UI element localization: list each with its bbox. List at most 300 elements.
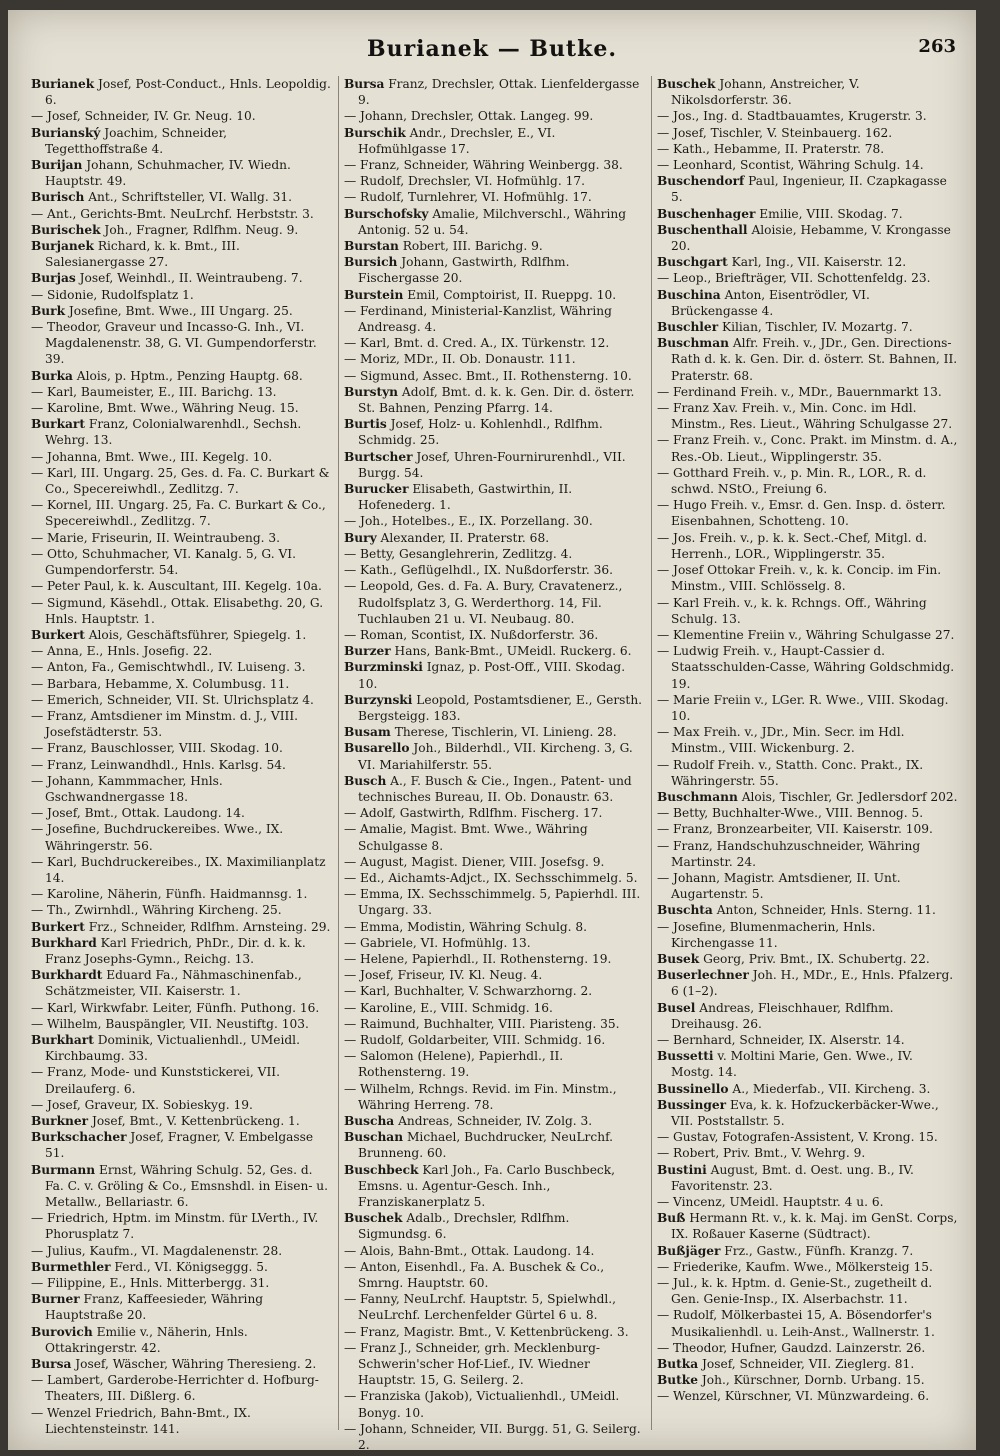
entry-details: Ernst, Währing Schulg. 52, Ges. d. Fa. C. v. Gröling & Co., Emsnshdl. in Eisen- u. Metallw., Bellariastr. 6. bbox=[45, 1162, 329, 1210]
directory-entry bbox=[31, 400, 333, 416]
entry-surname: Buschta bbox=[657, 903, 713, 918]
entry-details: — Franz, Bauschlosser, VIII. Skodag. 10. bbox=[31, 741, 283, 756]
directory-entry bbox=[344, 1324, 646, 1340]
entry-surname: Burstyn bbox=[344, 384, 399, 399]
entry-details: — Johann, Kammmacher, Hnls. Gschwandnergasse 18. bbox=[31, 773, 223, 804]
entry-details: — Karoline, Näherin, Fünfh. Haidmannsg. 1. bbox=[31, 887, 308, 902]
directory-entry bbox=[344, 530, 646, 546]
entry-details: Ignaz, p. Post-Off., VIII. Skodag. 10. bbox=[358, 660, 626, 691]
entry-details: — Wenzel, Kürschner, VI. Münzwardeing. 6. bbox=[657, 1389, 930, 1404]
directory-entry bbox=[657, 789, 959, 805]
directory-entry bbox=[31, 319, 333, 368]
entry-details: — Emma, Modistin, Währing Schulg. 8. bbox=[344, 919, 588, 934]
entry-details: — Moriz, MDr., II. Ob. Donaustr. 111. bbox=[344, 352, 576, 367]
directory-entry bbox=[657, 902, 959, 918]
entry-details: — Kath., Hebamme, II. Praterstr. 78. bbox=[657, 141, 885, 156]
entry-details: — Wilhelm, Bauspängler, VII. Neustiftg. 103. bbox=[31, 1016, 309, 1031]
directory-entry bbox=[657, 1129, 959, 1145]
entry-surname: Burschik bbox=[344, 125, 406, 140]
entry-details: Franz, Kaffeesieder, Währing Hauptstraße 20. bbox=[45, 1292, 264, 1323]
directory-entry bbox=[31, 935, 333, 967]
directory-entry bbox=[657, 465, 959, 497]
directory-entry bbox=[344, 805, 646, 821]
directory-entry bbox=[344, 1421, 646, 1453]
entry-details: — Gabriele, VI. Hofmühlg. 13. bbox=[344, 935, 531, 950]
entry-details: Frz., Gastw., Fünfh. Kranzg. 7. bbox=[720, 1243, 914, 1258]
entry-details: Josef, Post-Conduct., Hnls. Leopoldig. 6. bbox=[45, 77, 331, 108]
entry-details: — Theodor, Graveur und Incasso-G. Inh., VI. Magdalenenstr. 38, G. VI. Gumpendorferstr. 39. bbox=[31, 320, 317, 367]
directory-entry bbox=[31, 708, 333, 740]
entry-details: Richard, k. k. Bmt., III. Salesianergasse 27. bbox=[45, 239, 240, 270]
entry-details: Anton, Eisentrödler, VI. Brückengasse 4. bbox=[671, 287, 870, 318]
entry-surname: Burkart bbox=[31, 417, 85, 432]
entry-details: Joachim, Schneider, Tegetthoffstraße 4. bbox=[45, 125, 227, 156]
directory-entry bbox=[344, 1259, 646, 1291]
entry-surname: Burovich bbox=[31, 1324, 93, 1339]
entry-details: Aloisie, Hebamme, V. Krongasse 20. bbox=[671, 222, 951, 254]
directory-entry bbox=[31, 1000, 333, 1016]
entry-details: — Raimund, Buchhalter, VIII. Piaristeng. 35. bbox=[344, 1016, 620, 1031]
directory-entry bbox=[657, 595, 959, 627]
entry-surname: Buschgart bbox=[657, 255, 728, 270]
directory-entry bbox=[657, 384, 959, 400]
entry-details: — Alois, Bahn-Bmt., Ottak. Laudong. 14. bbox=[344, 1243, 595, 1258]
directory-entry bbox=[344, 1388, 646, 1420]
entry-surname: Busek bbox=[657, 951, 700, 966]
directory-entry bbox=[657, 1356, 959, 1372]
entry-details: — Franz, Magistr. Bmt., V. Kettenbrückeng. 3. bbox=[344, 1324, 629, 1339]
directory-entry bbox=[657, 1048, 959, 1080]
directory-entry bbox=[657, 1081, 959, 1097]
directory-entry bbox=[657, 1097, 959, 1129]
directory-entry bbox=[344, 1129, 646, 1161]
entry-details: — Betty, Buchhalter-Wwe., VIII. Bennog. 5. bbox=[657, 806, 924, 821]
directory-page bbox=[8, 10, 976, 1453]
entry-details: — Leonhard, Scontist, Währing Schulg. 14. bbox=[657, 158, 924, 173]
entry-details: Joh., Kürschner, Dornb. Urbang. 15. bbox=[698, 1373, 925, 1388]
entry-details: — Rudolf, Mölkerbastei 15, A. Bösendorfer's Musikalienhdl. u. Leih-Anst., Wallnerstr. 1. bbox=[657, 1308, 935, 1339]
entry-details: — Jos. Freih. v., p. k. k. Sect.-Chef, Mitgl. d. Herrenh., LOR., Wipplingerstr. 35. bbox=[657, 530, 928, 561]
entry-details: — August, Magist. Diener, VIII. Josefsg. 9. bbox=[344, 854, 605, 869]
entry-details: Josefine, Bmt. Wwe., III Ungarg. 25. bbox=[65, 303, 293, 318]
directory-entry bbox=[344, 659, 646, 691]
directory-entry bbox=[657, 838, 959, 870]
entry-surname: Burjas bbox=[31, 271, 76, 286]
directory-entry bbox=[344, 1210, 646, 1242]
directory-entry bbox=[344, 1048, 646, 1080]
entry-details: Dominik, Victualienhdl., UMeidl. Kirchbaumg. 33. bbox=[45, 1032, 300, 1064]
directory-entry bbox=[31, 595, 333, 627]
entry-surname: Burk bbox=[31, 303, 66, 318]
entry-details: — Marie Freiin v., LGer. R. Wwe., VIII. Skodag. 10. bbox=[657, 692, 949, 723]
entry-surname: Bursa bbox=[31, 1357, 72, 1372]
entry-details: Alois, Tischler, Gr. Jedlersdorf 202. bbox=[737, 789, 958, 804]
entry-details: — Ant., Gerichts-Bmt. NeuLrchf. Herbststr. 3. bbox=[31, 206, 314, 221]
entry-details: — Sigmund, Käsehdl., Ottak. Elisabethg. 20, G. Hnls. Hauptstr. 1. bbox=[31, 595, 324, 626]
entry-details: — Gustav, Fotografen-Assistent, V. Krong. 15. bbox=[657, 1130, 938, 1145]
entry-details: — Franz, Amtsdiener im Minstm. d. J., VIII. Josefstädterstr. 53. bbox=[31, 708, 299, 740]
entry-details: — Josef, Bmt., Ottak. Laudong. 14. bbox=[31, 806, 245, 821]
directory-entry bbox=[31, 530, 333, 546]
entry-surname: Bury bbox=[344, 530, 377, 545]
entry-surname: Burzer bbox=[344, 644, 391, 659]
entry-details: Eduard Fa., Nähmaschinenfab., Schätzmeister, VII. Kaiserstr. 1. bbox=[45, 968, 302, 999]
entry-details: — Karoline, E., VIII. Schmidg. 16. bbox=[344, 1000, 553, 1015]
entry-details: — Theodor, Hufner, Gaudzd. Lainzerstr. 26. bbox=[657, 1340, 926, 1355]
directory-entry bbox=[657, 1388, 959, 1404]
entry-details: — Franz Freih. v., Conc. Prakt. im Minstm. d. A., Res.-Ob. Lieut., Wipplingerstr. 35. bbox=[657, 433, 958, 464]
entry-details: — Fanny, NeuLrchf. Hauptstr. 5, Spielwhdl., NeuLrchf. Lerchenfelder Gürtel 6 u. 8. bbox=[344, 1292, 617, 1323]
directory-entry bbox=[344, 189, 646, 205]
directory-entry bbox=[31, 546, 333, 578]
entry-details: — Leopold, Ges. d. Fa. A. Bury, Cravatenerz., Rudolfsplatz 3, G. Werderthorg. 14, Fil. Tuchlauben 21 u. VI. Neubaug. 80. bbox=[344, 579, 623, 626]
entry-details: — Ludwig Freih. v., Haupt-Cassier d. Staatsschulden-Casse, Währing Goldschmidg. 19. bbox=[657, 644, 955, 691]
entry-details: — Max Freih. v., JDr., Min. Secr. im Hdl. Minstm., VIII. Wickenburg. 2. bbox=[657, 725, 905, 756]
running-head: Burianek — Butke. bbox=[367, 36, 617, 62]
entry-surname: Burzminski bbox=[344, 660, 423, 675]
entry-details: — Josef, Graveur, IX. Sobieskyg. 19. bbox=[31, 1097, 253, 1112]
directory-entry bbox=[657, 319, 959, 335]
entry-details: Josef, Holz- u. Kohlenhdl., Rdlfhm. Schmidg. 25. bbox=[358, 417, 603, 448]
directory-entry bbox=[657, 287, 959, 319]
entry-surname: Bussinello bbox=[657, 1081, 729, 1096]
directory-entry bbox=[657, 1194, 959, 1210]
entry-surname: Burkert bbox=[31, 919, 85, 934]
directory-entry bbox=[657, 967, 959, 999]
directory-entry bbox=[657, 1275, 959, 1307]
entry-details: Johann, Anstreicher, V. Nikolsdorferstr. 36. bbox=[671, 77, 860, 108]
entry-details: — Josef, Tischler, V. Steinbauerg. 162. bbox=[657, 125, 893, 140]
directory-entry bbox=[344, 1000, 646, 1016]
entry-details: Therese, Tischlerin, VI. Linieng. 28. bbox=[390, 725, 617, 740]
directory-entry bbox=[31, 643, 333, 659]
entry-details: — Anton, Fa., Gemischtwhdl., IV. Luiseng. 3. bbox=[31, 660, 306, 675]
directory-entry bbox=[31, 740, 333, 756]
directory-entry bbox=[31, 676, 333, 692]
entry-surname: Burtscher bbox=[344, 449, 413, 464]
directory-entry bbox=[344, 562, 646, 578]
directory-entry bbox=[31, 189, 333, 205]
entry-details: — Karl, Buchhalter, V. Schwarzhorng. 2. bbox=[344, 984, 593, 999]
entry-details: Franz, Drechsler, Ottak. Lienfeldergasse 9. bbox=[358, 77, 640, 108]
entry-details: — Hugo Freih. v., Emsr. d. Gen. Insp. d. österr. Eisenbahnen, Schotteng. 10. bbox=[657, 498, 946, 529]
entry-details: — Roman, Scontist, IX. Nußdorferstr. 36. bbox=[344, 627, 599, 642]
directory-entry bbox=[344, 513, 646, 529]
entry-details: — Johann, Drechsler, Ottak. Langeg. 99. bbox=[344, 109, 594, 124]
entry-details: — Rudolf, Goldarbeiter, VIII. Schmidg. 16. bbox=[344, 1032, 606, 1047]
entry-details: Andr., Drechsler, E., VI. Hofmühlgasse 17. bbox=[358, 125, 556, 156]
entry-details: — Lambert, Garderobe-Herrichter d. Hofburg-Theaters, III. Dißlerg. 6. bbox=[31, 1373, 319, 1404]
directory-entry bbox=[657, 1145, 959, 1161]
directory-entry bbox=[31, 659, 333, 675]
directory-entry bbox=[344, 951, 646, 967]
entry-details: — Julius, Kaufm., VI. Magdalenenstr. 28. bbox=[31, 1243, 283, 1258]
entry-surname: Buserlechner bbox=[657, 968, 749, 983]
entry-details: Johann, Schuhmacher, IV. Wiedn. Hauptstr. 49. bbox=[45, 158, 291, 189]
directory-entry bbox=[657, 222, 959, 254]
directory-entry bbox=[657, 432, 959, 464]
entry-details: — Josefine, Buchdruckereibes. Wwe., IX. Währingerstr. 56. bbox=[31, 822, 284, 853]
entry-surname: Burkhard bbox=[31, 935, 97, 950]
entry-details: Andreas, Schneider, IV. Zolg. 3. bbox=[394, 1114, 593, 1128]
entry-surname: Burschofsky bbox=[344, 206, 429, 221]
entry-details: — Bernhard, Schneider, IX. Alserstr. 14. bbox=[657, 1032, 905, 1047]
directory-entry bbox=[31, 1064, 333, 1096]
directory-entry bbox=[657, 562, 959, 594]
entry-details: — Karl, Bmt. d. Cred. A., IX. Türkenstr. 12. bbox=[344, 336, 610, 351]
directory-entry bbox=[31, 1405, 333, 1437]
directory-entry bbox=[344, 416, 646, 448]
entry-details: — Josef Ottokar Freih. v., k. k. Concip. im Fin. Minstm., VIII. Schlösselg. 8. bbox=[657, 563, 942, 594]
directory-entry bbox=[344, 303, 646, 335]
entry-surname: Burucker bbox=[344, 482, 409, 497]
directory-entry bbox=[657, 1000, 959, 1032]
entry-details: — Peter Paul, k. k. Auscultant, III. Kegelg. 10a. bbox=[31, 579, 322, 594]
directory-entry bbox=[344, 1113, 646, 1129]
entry-details: A., Miederfab., VII. Kircheng. 3. bbox=[728, 1081, 931, 1096]
directory-entry bbox=[657, 141, 959, 157]
directory-entry bbox=[31, 886, 333, 902]
directory-entry bbox=[657, 724, 959, 756]
entry-details: — Johann, Magistr. Amtsdiener, II. Unt. Augartenstr. 5. bbox=[657, 870, 901, 902]
entry-details: — Rudolf, Drechsler, VI. Hofmühlg. 17. bbox=[344, 174, 585, 189]
directory-entry bbox=[31, 821, 333, 853]
entry-surname: Burtis bbox=[344, 417, 387, 432]
entry-details: Josef, Uhren-Fournirurenhdl., VII. Burgg. 54. bbox=[358, 449, 626, 480]
directory-entry bbox=[344, 368, 646, 384]
entry-details: v. Moltini Marie, Gen. Wwe., IV. Mostg. 14. bbox=[671, 1049, 913, 1080]
entry-details: — Johanna, Bmt. Wwe., III. Kegelg. 10. bbox=[31, 449, 273, 464]
entry-details: Amalie, Milchverschl., Währing Antonig. 52 u. 54. bbox=[358, 206, 627, 237]
directory-entry bbox=[344, 1016, 646, 1032]
entry-details: — Filippine, E., Hnls. Mitterbergg. 31. bbox=[31, 1276, 270, 1291]
entry-details: Robert, III. Barichg. 9. bbox=[398, 239, 543, 254]
directory-entry bbox=[31, 757, 333, 773]
entry-details: — Karl Freih. v., k. k. Rchngs. Off., Währing Schulg. 13. bbox=[657, 595, 927, 626]
entry-details: — Friederike, Kaufm. Wwe., Mölkersteig 15. bbox=[657, 1259, 933, 1274]
directory-entry bbox=[31, 465, 333, 497]
entry-details: Karl, Ing., VII. Kaiserstr. 12. bbox=[727, 255, 907, 270]
entry-surname: Burjanek bbox=[31, 239, 94, 254]
directory-entry bbox=[31, 902, 333, 918]
directory-entry bbox=[657, 335, 959, 384]
entry-details: — Betty, Gesanglehrerin, Zedlitzg. 4. bbox=[344, 546, 573, 561]
entry-details: Adolf, Bmt. d. k. k. Gen. Dir. d. österr. St. Bahnen, Penzing Pfarrg. 14. bbox=[358, 384, 635, 416]
entry-surname: Burianek bbox=[31, 77, 95, 91]
entry-surname: Burkhardt bbox=[31, 968, 103, 983]
directory-entry bbox=[31, 1129, 333, 1161]
directory-entry bbox=[31, 1372, 333, 1404]
entry-details: — Johann, Schneider, VII. Burgg. 51, G. Seilerg. 2. bbox=[344, 1421, 641, 1453]
entry-details: Emilie, VIII. Skodag. 7. bbox=[755, 206, 903, 221]
entry-details: — Wenzel Friedrich, Bahn-Bmt., IX. Liechtensteinstr. 141. bbox=[31, 1405, 251, 1436]
entry-details: Anton, Schneider, Hnls. Sterng. 11. bbox=[712, 903, 936, 918]
entry-surname: Burkner bbox=[31, 1114, 89, 1128]
directory-entry bbox=[657, 643, 959, 692]
entry-details: — Franz, Handschuhzuschneider, Währing Martinstr. 24. bbox=[657, 838, 921, 869]
entry-details: — Franz Xav. Freih. v., Min. Conc. im Hdl. Minstm., Res. Lieut., Währing Schulgasse 27. bbox=[657, 401, 953, 432]
directory-entry bbox=[344, 692, 646, 724]
directory-entry bbox=[344, 773, 646, 805]
entry-details: — Kornel, III. Ungarg. 25, Fa. C. Burkart & Co., Specereiwhdl., Zedlitzg. 7. bbox=[31, 498, 326, 529]
page-number: 263 bbox=[918, 36, 956, 57]
directory-entry bbox=[657, 1307, 959, 1339]
directory-entry bbox=[31, 449, 333, 465]
directory-entry bbox=[657, 919, 959, 951]
entry-details: — Jul., k. k. Hptm. d. Genie-St., zugetheilt d. Gen. Genie-Insp., IX. Alserbachstr. 11. bbox=[657, 1276, 933, 1307]
entry-surname: Buschmann bbox=[657, 789, 738, 804]
entry-surname: Buschman bbox=[657, 336, 729, 351]
directory-entry bbox=[31, 303, 333, 319]
entry-details: — Josefine, Blumenmacherin, Hnls. Kirchengasse 11. bbox=[657, 919, 876, 950]
entry-details: Kilian, Tischler, IV. Mozartg. 7. bbox=[718, 320, 913, 335]
entry-details: Paul, Ingenieur, II. Czapkagasse 5. bbox=[671, 174, 947, 205]
directory-entry bbox=[344, 643, 646, 659]
directory-entry bbox=[344, 351, 646, 367]
directory-entry bbox=[344, 1291, 646, 1323]
directory-entry bbox=[31, 206, 333, 222]
directory-entry bbox=[657, 951, 959, 967]
directory-entry bbox=[31, 270, 333, 286]
directory-entry bbox=[657, 1243, 959, 1259]
entry-details: — Rudolf Freih. v., Statth. Conc. Prakt., IX. Währingerstr. 55. bbox=[657, 757, 924, 788]
entry-details: Josef, Schneider, VII. Zieglerg. 81. bbox=[698, 1357, 915, 1372]
entry-surname: Burstein bbox=[344, 287, 404, 302]
directory-entry bbox=[344, 125, 646, 157]
entry-surname: Burijan bbox=[31, 158, 83, 173]
entry-details: Josef, Bmt., V. Kettenbrückeng. 1. bbox=[88, 1114, 300, 1128]
entry-surname: Burischek bbox=[31, 222, 101, 237]
directory-entry bbox=[344, 206, 646, 238]
entry-details: A., F. Busch & Cie., Ingen., Patent- und technisches Bureau, II. Ob. Donaustr. 63. bbox=[358, 773, 632, 804]
entry-details: — Adolf, Gastwirth, Rdlfhm. Fischerg. 17. bbox=[344, 806, 603, 821]
entry-details: — Emerich, Schneider, VII. St. Ulrichsplatz 4. bbox=[31, 692, 314, 707]
directory-entry bbox=[31, 1291, 333, 1323]
entry-surname: Bußjäger bbox=[657, 1243, 721, 1258]
entry-details: Karl Friedrich, PhDr., Dir. d. k. k. Franz Josephs-Gymn., Reichg. 13. bbox=[45, 935, 306, 966]
entry-details: — Ferdinand Freih. v., MDr., Bauernmarkt 13. bbox=[657, 384, 942, 399]
entry-details: — Anna, E., Hnls. Josefig. 22. bbox=[31, 644, 213, 659]
entry-details: — Anton, Eisenhdl., Fa. A. Buschek & Co., Smrng. Hauptstr. 60. bbox=[344, 1259, 605, 1291]
page-header bbox=[8, 36, 976, 68]
directory-entry bbox=[31, 1259, 333, 1275]
entry-surname: Burkhart bbox=[31, 1032, 94, 1047]
directory-entry bbox=[344, 449, 646, 481]
directory-entry bbox=[344, 1032, 646, 1048]
directory-entry bbox=[657, 1259, 959, 1275]
entry-details: Josef, Fragner, V. Embelgasse 51. bbox=[45, 1130, 314, 1161]
entry-details: — Josef, Friseur, IV. Kl. Neug. 4. bbox=[344, 968, 543, 983]
directory-entry bbox=[344, 108, 646, 124]
entry-details: — Robert, Priv. Bmt., V. Wehrg. 9. bbox=[657, 1146, 866, 1161]
entry-details: Eva, k. k. Hofzuckerbäcker-Wwe., VII. Poststallstr. 5. bbox=[671, 1097, 939, 1128]
entry-surname: Buschler bbox=[657, 320, 719, 335]
entry-details: — Amalie, Magist. Bmt. Wwe., Währing Schulgasse 8. bbox=[344, 822, 588, 853]
directory-entry bbox=[344, 870, 646, 886]
directory-entry bbox=[344, 821, 646, 853]
entry-surname: Busel bbox=[657, 1000, 696, 1015]
directory-entry bbox=[344, 1081, 646, 1113]
directory-entry bbox=[657, 173, 959, 205]
column-1 bbox=[26, 76, 339, 1436]
entry-details: — Josef, Schneider, IV. Gr. Neug. 10. bbox=[31, 109, 256, 124]
entry-surname: Buschendorf bbox=[657, 174, 745, 189]
directory-entry bbox=[344, 1243, 646, 1259]
directory-entry bbox=[31, 773, 333, 805]
directory-entry bbox=[344, 1340, 646, 1389]
entry-details: Hermann Rt. v., k. k. Maj. im GenSt. Corps, IX. Roßauer Kaserne (Südtract). bbox=[671, 1211, 958, 1242]
directory-entry bbox=[344, 335, 646, 351]
entry-surname: Buschek bbox=[657, 77, 716, 91]
entry-surname: Buschenthall bbox=[657, 222, 748, 237]
directory-entry bbox=[31, 578, 333, 594]
directory-entry bbox=[31, 1032, 333, 1064]
entry-details: — Barbara, Hebamme, X. Columbusg. 11. bbox=[31, 676, 290, 691]
entry-details: Joh. H., MDr., E., Hnls. Pfalzerg. 6 (1–2). bbox=[671, 968, 954, 999]
directory-entry bbox=[657, 692, 959, 724]
entry-details: — Th., Zwirnhdl., Währing Kircheng. 25. bbox=[31, 903, 282, 918]
entry-surname: Butke bbox=[657, 1373, 698, 1388]
entry-details: Ferd., VI. Königseggg. 5. bbox=[110, 1259, 268, 1274]
directory-entry bbox=[344, 1162, 646, 1211]
directory-entry bbox=[31, 1210, 333, 1242]
directory-entry bbox=[31, 1324, 333, 1356]
entry-details: Joh., Fragner, Rdlfhm. Neug. 9. bbox=[100, 222, 299, 237]
entry-details: — Emma, IX. Sechsschimmelg. 5, Papierhdl. III. Ungarg. 33. bbox=[344, 887, 641, 918]
entry-surname: Bustini bbox=[657, 1162, 707, 1177]
directory-entry bbox=[31, 287, 333, 303]
directory-entry bbox=[657, 870, 959, 902]
directory-entry bbox=[344, 238, 646, 254]
entry-details: — Friedrich, Hptm. im Minstm. für LVerth., IV. Phorusplatz 7. bbox=[31, 1211, 319, 1242]
entry-surname: Burmethler bbox=[31, 1259, 111, 1274]
directory-entry bbox=[657, 125, 959, 141]
directory-entry bbox=[344, 724, 646, 740]
directory-entry bbox=[344, 967, 646, 983]
directory-entry bbox=[31, 627, 333, 643]
entry-details: — Franz J., Schneider, grh. Mecklenburg-Schwerin'scher Hof-Lief., IV. Wiedner Hauptstr. 15, G. Seilerg. 2. bbox=[344, 1340, 601, 1388]
entry-details: — Franz, Leinwandhdl., Hnls. Karlsg. 54. bbox=[31, 757, 286, 772]
entry-details: Franz, Colonialwarenhdl., Sechsh. Wehrg. 13. bbox=[45, 417, 302, 448]
directory-entry bbox=[31, 1356, 333, 1372]
entry-details: — Gotthard Freih. v., p. Min. R., LOR., R. d. schwd. NStO., Freiung 6. bbox=[657, 465, 927, 497]
entry-details: — Franz, Mode- und Kunststickerei, VII. Dreilauferg. 6. bbox=[31, 1065, 280, 1096]
directory-entry bbox=[31, 222, 333, 238]
entry-details: Joh., Bilderhdl., VII. Kircheng. 3, G. VI. Mariahilferstr. 55. bbox=[358, 741, 633, 772]
directory-columns bbox=[26, 76, 964, 1453]
directory-entry bbox=[344, 578, 646, 627]
entry-details: — Klementine Freiin v., Währing Schulgasse 27. bbox=[657, 627, 955, 642]
entry-details: — Sidonie, Rudolfsplatz 1. bbox=[31, 287, 194, 302]
directory-entry bbox=[31, 1243, 333, 1259]
directory-entry bbox=[31, 157, 333, 189]
column-3 bbox=[652, 76, 964, 1430]
entry-surname: Busam bbox=[344, 725, 391, 740]
entry-details: Andreas, Fleischhauer, Rdlfhm. Dreihausg. 26. bbox=[671, 1000, 894, 1031]
directory-entry bbox=[31, 108, 333, 124]
directory-entry bbox=[344, 854, 646, 870]
entry-surname: Burka bbox=[31, 368, 73, 383]
entry-surname: Buschbeck bbox=[344, 1162, 419, 1177]
entry-details: — Joh., Hotelbes., E., IX. Porzellang. 30. bbox=[344, 514, 593, 529]
directory-entry bbox=[31, 692, 333, 708]
directory-entry bbox=[344, 173, 646, 189]
directory-entry bbox=[657, 254, 959, 270]
entry-surname: Burzynski bbox=[344, 692, 413, 707]
directory-entry bbox=[657, 1210, 959, 1242]
entry-details: — Otto, Schuhmacher, VI. Kanalg. 5, G. VI. Gumpendorferstr. 54. bbox=[31, 546, 296, 578]
directory-entry bbox=[344, 740, 646, 772]
